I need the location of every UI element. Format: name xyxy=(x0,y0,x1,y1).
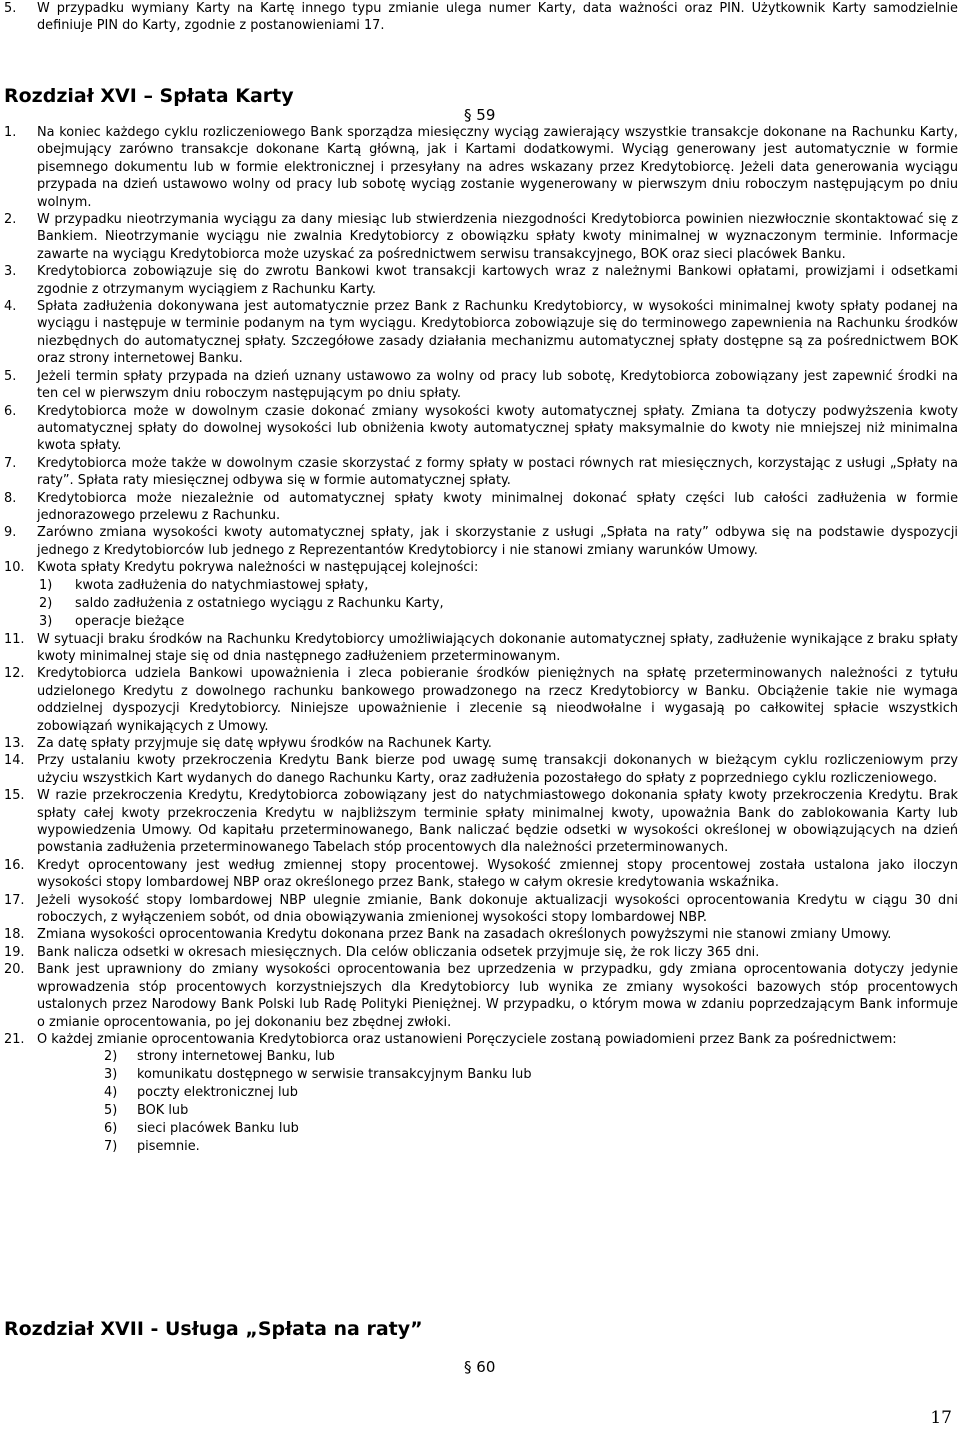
sub-item-number: 3) xyxy=(39,613,53,629)
item-text: Zmiana wysokości oprocentowania Kredytu dokonana przez Bank na zasadach określonych powyższymi nie stanowi zmiany Umowy. xyxy=(37,927,892,943)
item-text: Kredyt oprocentowany jest według zmiennej stopy procentowej. Wysokość zmiennej stopy procentowej została ustalona jako iloczyn wysokości stopy lombardowej NBP oraz określonego przez Bank, stałego w całym okresie kredytowania wskaźnika. xyxy=(37,857,958,891)
list-item xyxy=(4,403,958,455)
item-number: 2. xyxy=(4,212,17,228)
sub-list-item xyxy=(104,1066,958,1084)
item-number: 1. xyxy=(4,125,17,140)
sub-list-item xyxy=(104,1102,958,1120)
sub-item-number: 3) xyxy=(104,1067,118,1083)
item-text: O każdej zmianie oprocentowania Kredytobiorca oraz ustanowieni Poręczyciele zostaną powiadomieni przez Bank za pośrednictwem: xyxy=(37,1031,897,1047)
sub-list-item xyxy=(39,595,958,613)
item-number: 19. xyxy=(4,944,25,960)
item-number: 12. xyxy=(4,666,25,682)
sub-item-text: sieci placówek Banku lub xyxy=(137,1121,299,1137)
item-text: Jeżeli termin spłaty przypada na dzień uznany ustawowo za wolny od pracy lub sobotę, Kredytobiorca zobowiązany jest zapewnić środki na ten cel w pierwszym dniu roboczym następującym po dniu spłaty. xyxy=(37,368,958,402)
list-item xyxy=(4,631,958,666)
sub-item-text: pisemnie. xyxy=(137,1139,200,1155)
sub-list-item xyxy=(104,1138,958,1156)
sub-item-text: kwota zadłużenia do natychmiastowej spłaty, xyxy=(75,577,369,593)
list-item xyxy=(4,961,958,1031)
list-item xyxy=(4,263,958,298)
sub-item-number: 5) xyxy=(104,1103,118,1119)
item-number: 17. xyxy=(4,892,25,908)
item-text: W przypadku nieotrzymania wyciągu za dany miesiąc lub stwierdzenia niezgodności Kredytobiorca powinien niezwłocznie skontaktować się z Bankiem. Nieotrzymanie wyciągu nie zwalnia Kredytobiorcy z obowiązku spłaty kwoty minimalnej w wyznaczonym terminie. Informacje zawarte na wyciągu Kredytobiorca może uzyskać za pośrednictwem serwisu transakcyjnego, BOK oraz sieci placówek Banku. xyxy=(37,212,958,262)
item-number: 7. xyxy=(4,455,17,471)
sub-list-item xyxy=(104,1084,958,1102)
list-item xyxy=(4,211,958,263)
list-item xyxy=(4,665,958,735)
item-number: 21. xyxy=(4,1031,25,1047)
sub-list-item xyxy=(39,613,958,631)
item-text: Kredytobiorca udziela Bankowi upoważnienia i zleca pobieranie środków pieniężnych na spłatę przeterminowanych należności z tytułu udzielonego Kredytu z dowolnego rachunku bankowego prowadzonego na rzecz Kredytobiorcy w Banku. Obciążenie takie nie wymaga oddzielnej dyspozycji Kredytobiorcy. Niniejsze upoważnienie i zlecenie są nieodwołalne i wygasają po całkowitej spłacie wszystkich zobowiązań wynikających z Umowy. xyxy=(37,666,958,734)
list-item xyxy=(4,298,958,368)
sub-item-number: 4) xyxy=(104,1085,118,1101)
item-number: 10. xyxy=(4,560,25,576)
item-text: W sytuacji braku środków na Rachunku Kredytobiorcy umożliwiających dokonanie automatycznej spłaty, zadłużenie wynikające z braku spłaty kwoty minimalnej staje się od dnia następnego zadłużeniem przeterminowanym. xyxy=(37,631,958,664)
list-item xyxy=(4,1031,958,1048)
list-item xyxy=(4,892,958,927)
list-item xyxy=(4,455,958,490)
sub-item-number: 7) xyxy=(104,1139,118,1155)
intro-section xyxy=(4,0,958,35)
list-item xyxy=(4,857,958,892)
page-number: 17 xyxy=(930,1408,952,1428)
sub-list-item xyxy=(39,577,958,595)
item-number: 8. xyxy=(4,490,17,506)
item-number: 20. xyxy=(4,962,25,978)
sub-item-text: komunikatu dostępnego w serwisie transakcyjnym Banku lub xyxy=(137,1067,532,1083)
item-text: Jeżeli wysokość stopy lombardowej NBP ulegnie zmianie, Bank dokonuje aktualizacji wysokości oprocentowania Kredytu w ciągu 30 dni roboczych, z wyłączeniem sobót, od dnia obowiązywania zmienionej wysokości stopy lombardowej NBP. xyxy=(37,892,958,926)
sub-item-number: 2) xyxy=(104,1049,118,1065)
list-item xyxy=(4,752,958,787)
item-number: 13. xyxy=(4,736,25,751)
list-item xyxy=(4,490,958,525)
list-item xyxy=(4,0,958,35)
list-item xyxy=(4,735,958,752)
item-number: 18. xyxy=(4,927,25,943)
sub-item-number: 6) xyxy=(104,1121,118,1137)
list-item xyxy=(4,787,958,857)
item-number: 6. xyxy=(4,403,17,419)
item-number: 5. xyxy=(4,1,17,16)
item-text: Kredytobiorca może także w dowolnym czasie skorzystać z formy spłaty w postaci równych rat miesięcznych, korzystając z usługi „Spłaty na raty”. Spłata raty miesięcznej odbywa się w formie automatycznej spłaty. xyxy=(37,455,958,489)
sub-list-item xyxy=(104,1048,958,1066)
list-item xyxy=(4,368,958,403)
item-number: 4. xyxy=(4,299,17,315)
item-text: Kredytobiorca może niezależnie od automatycznej spłaty kwoty minimalnej dokonać spłaty części lub całości zadłużenia w formie jednorazowego przelewu z Rachunku. xyxy=(37,490,958,523)
paragraph-value: 60 xyxy=(476,1358,496,1376)
item-number: 16. xyxy=(4,857,25,873)
paragraph-value: 59 xyxy=(476,106,496,124)
item-text: Spłata zadłużenia dokonywana jest automatycznie przez Bank z Rachunku Kredytobiorcy, w wysokości minimalnej kwoty spłaty podanej na wyciągu i następuje w terminie podanym na tym wyciągu. Kredytobiorca zobowiązuje się do terminowego zapewnienia na Rachunku środków niezbędnych do automatycznej spłaty. Szczegółowe zasady działania mechanizmu automatycznej spłaty dostępne są za pośrednictwem BOK oraz strony internetowej Banku. xyxy=(37,299,958,367)
paragraph-number: § 60 xyxy=(464,1358,496,1376)
sub-item-number: 1) xyxy=(39,577,53,593)
item-text: W przypadku wymiany Karty na Kartę innego typu zmianie ulega numer Karty, data ważności oraz PIN. Użytkownik Karty samodzielnie definiuje PIN do Karty, zgodnie z postanowieniami 17. xyxy=(37,1,958,34)
item-number: 5. xyxy=(4,368,17,384)
sub-item-text: poczty elektronicznej lub xyxy=(137,1085,298,1101)
chapter-body xyxy=(4,124,958,1156)
sub-item-text: operacje bieżące xyxy=(75,613,185,629)
item-number: 3. xyxy=(4,264,17,280)
item-text: Kredytobiorca zobowiązuje się do zwrotu Bankowi kwot transakcji kartowych wraz z należnymi Bankowi opłatami, prowizjami i odsetkami zgodnie z otrzymanym wyciągiem z Rachunku Karty. xyxy=(37,264,958,297)
sub-item-number: 2) xyxy=(39,595,53,611)
list-item xyxy=(4,524,958,559)
list-item xyxy=(4,944,958,961)
item-text: Za datę spłaty przyjmuje się datę wpływu środków na Rachunek Karty. xyxy=(37,736,492,751)
item-text: Na koniec każdego cyklu rozliczeniowego Bank sporządza miesięczny wyciąg zawierający wszystkie transakcje dokonane na Rachunku Karty, obejmujący zarówno transakcje dokonane Kartą główną, jak i Kartami dodatkowymi. Wyciąg generowany jest automatycznie w formie pisemnego dokumentu lub w formie elektronicznej i przesyłany na adres wskazany przez Kredytobiorcę. Jeżeli data generowania wyciągu przypada na dzień ustawowo wolny od pracy lub sobotę wyciąg zostanie wygenerowany w pierwszym dniu roboczym następującym po dniu wolnym. xyxy=(37,125,958,210)
item-number: 9. xyxy=(4,525,17,541)
list-item xyxy=(4,926,958,943)
item-text: Zarówno zmiana wysokości kwoty automatycznej spłaty, jak i skorzystanie z usługi „Spłata na raty” odbywa się na podstawie dyspozycji jednego z Kredytobiorców lub jednego z Reprezentantów Kredytobiorcy i nie stanowi zmiany warunków Umowy. xyxy=(37,525,958,558)
sub-item-text: saldo zadłużenia z ostatniego wyciągu z Rachunku Karty, xyxy=(75,595,444,611)
item-text: W razie przekroczenia Kredytu, Kredytobiorca zobowiązany jest do natychmiastowego dokonania spłaty kwoty przekroczenia Kredytu. Brak spłaty całej kwoty przekroczenia Kredytu w najbliższym terminie spłaty minimalnej kwoty, upoważnia Bank do zablokowania Karty lub wypowiedzenia Umowy. Od kapitału przeterminowanego, Bank naliczać będzie odsetki w wysokości określonej w obowiązujących na dzień powstania zadłużenia przeterminowanego Tabelach stóp procentowych dla należności przeterminowanych. xyxy=(37,788,958,856)
item-number: 15. xyxy=(4,788,25,804)
sub-list-item xyxy=(104,1120,958,1138)
chapter-heading: Rozdział XVII - Usługa „Spłata na raty” xyxy=(4,1318,423,1340)
list-item xyxy=(4,124,958,211)
item-text: Kwota spłaty Kredytu pokrywa należności w następującej kolejności: xyxy=(37,560,479,576)
item-number: 11. xyxy=(4,631,25,647)
item-text: Bank jest uprawniony do zmiany wysokości oprocentowania bez uprzedzenia w przypadku, gdy zmiana oprocentowania dotyczy jedynie wprowadzenia stóp procentowych korzystniejszych dla Kredytobiorcy lub wynika ze zmiany wysokości bazowych stóp procentowych ustalonych przez Narodowy Bank Polski lub Radę Polityki Pieniężnej. W przypadku, o którym mowa w zdaniu poprzedzającym Bank informuje o zmianie oprocentowania, po jej dokonaniu bez zbędnej zwłoki. xyxy=(37,962,958,1030)
item-text: Przy ustalaniu kwoty przekroczenia Kredytu Bank bierze pod uwagę sumę transakcji dokonanych w bieżącym cyklu rozliczeniowym przy użyciu wszystkich Kart wydanych do danego Rachunku Karty, oraz zadłużenia pozostałego do spłaty z poprzedniego cyklu rozliczeniowego. xyxy=(37,753,958,786)
sub-item-text: strony internetowej Banku, lub xyxy=(137,1049,335,1065)
chapter-heading: Rozdział XVI – Spłata Karty xyxy=(4,85,294,107)
paragraph-number: § 59 xyxy=(464,106,496,124)
sub-item-text: BOK lub xyxy=(137,1103,189,1119)
item-text: Bank nalicza odsetki w okresach miesięcznych. Dla celów obliczania odsetek przyjmuje się, że rok liczy 365 dni. xyxy=(37,944,760,960)
item-text: Kredytobiorca może w dowolnym czasie dokonać zmiany wysokości kwoty automatycznej spłaty. Zmiana ta dotyczy podwyższenia kwoty automatycznej spłaty do dowolnej wysokości lub obniżenia kwoty automatycznej spłaty maksymalnie do kwoty nie mniejszej niż minimalna kwota spłaty. xyxy=(37,403,958,454)
item-number: 14. xyxy=(4,753,25,769)
list-item xyxy=(4,559,958,576)
